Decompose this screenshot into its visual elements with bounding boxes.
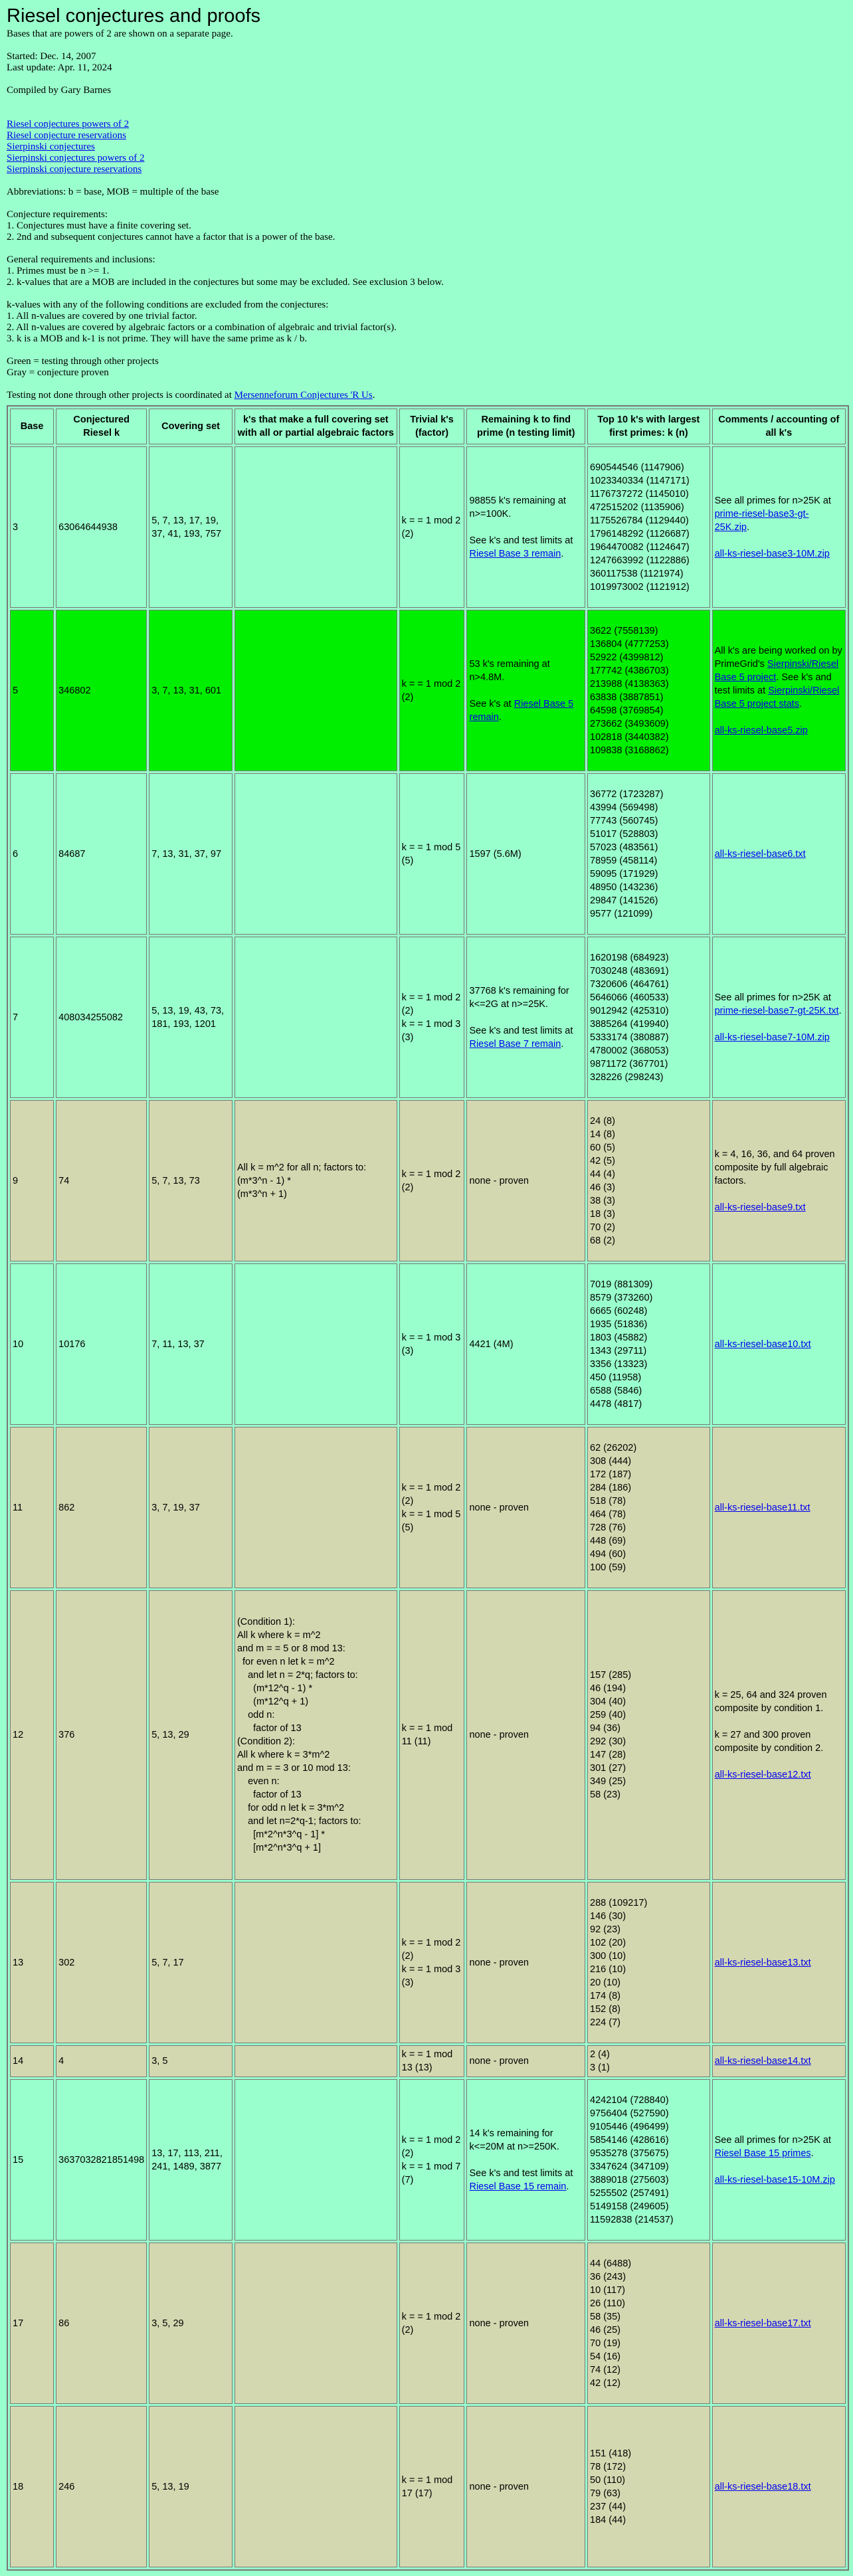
comment-end: . [799,698,802,709]
cell-comments [712,1263,846,1425]
cell-top10: 44 (6488) 36 (243) 10 (117) 26 (110) 58 (35) 46 (25) 70 (19) 54 (16) 74 (12) 42 (12) [587,2243,710,2404]
all-ks-file-link[interactable]: all-ks-riesel-base5.zip [714,725,808,736]
comment-link[interactable]: Riesel Base 15 primes [714,2148,811,2159]
remaining-text: none - proven [469,1175,529,1186]
comment-text: See all primes for n>25K at [714,495,831,506]
cell-base: 6 [10,773,54,935]
cell-top10: 2 (4) 3 (1) [587,2045,710,2077]
cell-trivial: k = = 1 mod 17 (17) [399,2406,465,2567]
coordination-note [7,390,846,401]
table-row [10,446,846,608]
link-sierpinski-reservations[interactable]: Sierpinski conjecture reservations [7,164,142,175]
cell-trivial: k = = 1 mod 2 (2) k = = 1 mod 5 (5) [399,1427,465,1588]
cell-conjectured-k: 302 [56,1882,147,2043]
cell-conjectured-k: 862 [56,1427,147,1588]
all-ks-file-link[interactable]: all-ks-riesel-base7-10M.zip [714,1032,830,1043]
comment-text: See all primes for n>25K at [714,992,831,1003]
cell-base: 9 [10,1100,54,1261]
cell-comments [712,937,846,1098]
cell-remaining [466,2079,585,2241]
coordination-text: Testing not done through other projects is coordinated at [7,390,235,401]
header-covering-set: Covering set [149,409,233,444]
cell-covering-set: 7, 13, 31, 37, 97 [149,773,233,935]
cell-covering-set: 5, 7, 13, 73 [149,1100,233,1261]
cell-comments [712,1100,846,1261]
cell-conjectured-k: 10176 [56,1263,147,1425]
all-ks-file-link[interactable]: all-ks-riesel-base18.txt [714,2481,811,2492]
cell-base: 5 [10,610,54,771]
header-remaining: Remaining k to find prime (n testing limit) [466,409,585,444]
link-riesel-powers-of-2[interactable]: Riesel conjectures powers of 2 [7,119,130,130]
subtitle: Bases that are powers of 2 are shown on a separate page. [7,29,233,39]
cell-base: 10 [10,1263,54,1425]
cell-covering-set: 5, 13, 19, 43, 73, 181, 193, 1201 [149,937,233,1098]
all-ks-file-link[interactable]: all-ks-riesel-base10.txt [714,1338,811,1350]
remaining-text: none - proven [469,2056,529,2067]
cell-trivial: k = = 1 mod 3 (3) [399,1263,465,1425]
table-row [10,1427,846,1588]
cell-algebraic [235,2045,397,2077]
cell-conjectured-k: 4 [56,2045,147,2077]
cell-top10: 1620198 (684923) 7030248 (483691) 7320606 (464761) 5646066 (460533) 9012942 (425310) 3885264 (419940) 5333174 (380887) 4780002 (368053) 9871172 (367701) 328226 (298243) [587,937,710,1098]
comment-end: . See k's and test limits at [714,672,832,696]
cell-comments [712,1882,846,2043]
link-sierpinski-powers-of-2[interactable]: Sierpinski conjectures powers of 2 [7,153,145,163]
cell-base: 3 [10,446,54,608]
cell-base: 11 [10,1427,54,1588]
cell-comments [712,2243,846,2404]
table-row [10,1882,846,2043]
comment-end: . [746,521,750,533]
general-requirement: 2. k-values that are a MOB are included in the conjectures but some may be excluded. See exclusion 3 below. [7,277,444,288]
table-row [10,937,846,1098]
cell-trivial: k = = 1 mod 2 (2) k = = 1 mod 3 (3) [399,937,465,1098]
header-conjectured-k: Conjectured Riesel k [56,409,147,444]
cell-covering-set: 3, 5 [149,2045,233,2077]
remaining-text: none - proven [469,1957,529,1968]
general-requirements-title: General requirements and inclusions: [7,254,155,265]
header-algebraic: k's that make a full covering set with all or partial algebraic factors [235,409,397,444]
cell-trivial: k = = 1 mod 2 (2) k = = 1 mod 3 (3) [399,1882,465,2043]
exclusion: 1. All n-values are covered by one trivial factor. [7,311,197,322]
all-ks-file-link[interactable]: all-ks-riesel-base3-10M.zip [714,548,830,559]
remaining-text: none - proven [469,1502,529,1513]
remaining-text: none - proven [469,2318,529,2329]
link-riesel-reservations[interactable]: Riesel conjecture reservations [7,130,126,141]
abbreviations: Abbreviations: b = base, MOB = multiple of the base [7,187,219,197]
cell-comments [712,446,846,608]
cell-base: 12 [10,1590,54,1880]
cell-conjectured-k: 74 [56,1100,147,1261]
header-trivial: Trivial k's (factor) [399,409,465,444]
cell-base: 15 [10,2079,54,2241]
compiled-by: Compiled by Gary Barnes [7,85,112,96]
cell-algebraic [235,2079,397,2241]
cell-comments [712,2045,846,2077]
cell-base: 14 [10,2045,54,2077]
all-ks-file-link[interactable]: all-ks-riesel-base15-10M.zip [714,2174,835,2185]
cell-base: 7 [10,937,54,1098]
last-update: Last update: Apr. 11, 2024 [7,62,112,73]
comment-end: . [810,2148,814,2159]
cell-remaining [466,2045,585,2077]
cell-covering-set: 5, 13, 19 [149,2406,233,2567]
comment-link[interactable]: Sierpinski/Riesel Base 5 project stats [714,685,840,709]
cell-algebraic [235,610,397,771]
exclusion: 3. k is a MOB and k-1 is not prime. They will have the same prime as k / b. [7,333,308,344]
cell-covering-set: 5, 7, 17 [149,1882,233,2043]
cell-conjectured-k: 3637032821851498 [56,2079,147,2241]
cell-remaining [466,1427,585,1588]
cell-algebraic: (Condition 1): All k where k = m^2 and m = = 5 or 8 mod 13: for even n let k = m^2 and let n = 2*q; factors to: (m*12^q - 1) * (m*12^q + 1) odd n: factor of 13 (Condition 2): All k where k = 3*m^2 and m = = 3 or 10 mod 13: even n: factor of 13 for odd n let k = 3*m^2 and let n=2*q-1; factors to: [m*2^n*3^q - 1] * [m*2^n*3^q + 1] [235,1590,397,1880]
cell-trivial: k = = 1 mod 2 (2) [399,446,465,608]
cell-remaining [466,446,585,608]
table-row [10,773,846,935]
green-legend: Green = testing through other projects [7,356,159,367]
all-ks-file-link[interactable]: all-ks-riesel-base6.txt [714,848,806,860]
cell-conjectured-k: 63064644938 [56,446,147,608]
coordination-end: . [372,390,375,401]
remaining-link[interactable]: Riesel Base 7 remain [469,1038,561,1050]
cell-comments [712,610,846,771]
cell-trivial: k = = 1 mod 2 (2) [399,2243,465,2404]
cell-conjectured-k: 346802 [56,610,147,771]
remaining-link[interactable]: Riesel Base 5 remain [469,698,574,723]
page-title: Riesel conjectures and proofs [7,5,261,27]
cell-trivial: k = = 1 mod 2 (2) [399,1100,465,1261]
cell-remaining [466,1882,585,2043]
table-body [10,446,846,2567]
comment-end: . [838,1005,842,1016]
started-date: Started: Dec. 14, 2007 [7,51,96,62]
cell-base: 17 [10,2243,54,2404]
cell-conjectured-k: 246 [56,2406,147,2567]
cell-algebraic [235,446,397,608]
cell-conjectured-k: 86 [56,2243,147,2404]
cell-covering-set: 5, 7, 13, 17, 19, 37, 41, 193, 757 [149,446,233,608]
exclusions-title: k-values with any of the following conditions are excluded from the conjectures: [7,300,329,310]
cell-trivial: k = = 1 mod 2 (2) k = = 1 mod 7 (7) [399,2079,465,2241]
remaining-text: 4421 (4M) [469,1338,514,1350]
remaining-text: 37768 k's remaining for k<=2G at n>=25K. See k's and test limits at [469,985,573,1036]
remaining-link[interactable]: Riesel Base 3 remain [469,548,561,559]
comment-text: k = 4, 16, 36, and 64 proven composite by full algebraic factors. [714,1149,835,1186]
cell-covering-set: 7, 11, 13, 37 [149,1263,233,1425]
cell-remaining [466,610,585,771]
all-ks-file-link[interactable]: all-ks-riesel-base12.txt [714,1770,811,1780]
gray-legend: Gray = conjecture proven [7,367,109,378]
cell-top10: 7019 (881309) 8579 (373260) 6665 (60248) 1935 (51836) 1803 (45882) 1343 (29711) 3356 (13323) 450 (11958) 6588 (5846) 4478 (4817) [587,1263,710,1425]
comment-text: All k's are being worked on by PrimeGrid's [714,645,842,670]
remaining-end: . [561,1038,564,1050]
cell-remaining [466,1100,585,1261]
remaining-text: 1597 (5.6M) [469,848,521,860]
cell-top10: 157 (285) 46 (194) 304 (40) 259 (40) 94 (36) 292 (30) 147 (28) 301 (27) 349 (25) 58 (23) [587,1590,710,1880]
cell-top10: 3622 (7558139) 136804 (4777253) 52922 (4399812) 177742 (4386703) 213988 (4138363) 63838 (3887851) 64598 (3769854) 273662 (3493609) 102818 (3440382) 109838 (3168862) [587,610,710,771]
cell-trivial: k = = 1 mod 5 (5) [399,773,465,935]
header-comments: Comments / accounting of all k's [712,409,846,444]
cell-trivial: k = = 1 mod 11 (11) [399,1590,465,1880]
conjectures-table [7,405,849,2571]
remaining-end: . [498,711,502,723]
remaining-end: . [566,2181,569,2192]
cell-remaining [466,1590,585,1880]
remaining-text: 53 k's remaining at n>4.8M. See k's at [469,658,550,709]
header-top10: Top 10 k's with largest first primes: k (n) [587,409,710,444]
cell-algebraic [235,1263,397,1425]
table-header-row [10,409,846,444]
all-ks-file-link[interactable]: all-ks-riesel-base11.txt [714,1502,810,1513]
cell-comments [712,2406,846,2567]
mersenneforum-link[interactable]: Mersenneforum Conjectures 'R Us [234,390,373,401]
cell-algebraic: All k = m^2 for all n; factors to: (m*3^n - 1) * (m*3^n + 1) [235,1100,397,1261]
all-ks-file-link[interactable]: all-ks-riesel-base14.txt [714,2056,811,2067]
table-row [10,2243,846,2404]
cell-conjectured-k: 376 [56,1590,147,1880]
cell-algebraic [235,1882,397,2043]
cell-algebraic [235,773,397,935]
table-row [10,2079,846,2241]
cell-remaining [466,2243,585,2404]
comment-link[interactable]: Sierpinski/Riesel Base 5 project [714,658,839,683]
all-ks-file-link[interactable]: all-ks-riesel-base13.txt [714,1957,811,1968]
general-requirement: 1. Primes must be n >= 1. [7,266,110,276]
cell-comments [712,2079,846,2241]
remaining-text: 14 k's remaining for k<=20M at n>=250K. See k's and test limits at [469,2128,573,2179]
cell-top10: 62 (26202) 308 (444) 172 (187) 284 (186) 518 (78) 464 (78) 728 (76) 448 (69) 494 (60) 100 (59) [587,1427,710,1588]
cell-covering-set: 3, 5, 29 [149,2243,233,2404]
cell-remaining [466,2406,585,2567]
cell-covering-set: 3, 7, 19, 37 [149,1427,233,1588]
comment-link[interactable]: prime-riesel-base3-gt-25K.zip [714,508,809,533]
cell-trivial: k = = 1 mod 13 (13) [399,2045,465,2077]
cell-remaining [466,773,585,935]
cell-base: 13 [10,1882,54,2043]
cell-algebraic [235,1427,397,1588]
cell-top10: 690544546 (1147906) 1023340334 (1147171) 1176737272 (1145010) 472515202 (1135906) 1175526784 (1129440) 1796148292 (1126687) 1964470082 (1124647) 1247663992 (1122886) 360117538 (1121974) 1019973002 (1121912) [587,446,710,608]
cell-top10: 36772 (1723287) 43994 (569498) 77743 (560745) 51017 (528803) 57023 (483561) 78959 (458114) 59095 (171929) 48950 (143236) 29847 (141526) 9577 (121099) [587,773,710,935]
remaining-text: none - proven [469,1730,529,1740]
cell-algebraic [235,2406,397,2567]
conjecture-requirements-title: Conjecture requirements: [7,209,108,220]
remaining-text: none - proven [469,2481,529,2492]
table-row [10,2045,846,2077]
cell-top10: 24 (8) 14 (8) 60 (5) 42 (5) 44 (4) 46 (3) 38 (3) 18 (3) 70 (2) 68 (2) [587,1100,710,1261]
cell-covering-set: 5, 13, 29 [149,1590,233,1880]
comment-text: k = 25, 64 and 324 proven composite by condition 1. k = 27 and 300 proven composite by condition 2. [714,1690,827,1754]
cell-base: 18 [10,2406,54,2567]
cell-covering-set: 3, 7, 13, 31, 601 [149,610,233,771]
cell-remaining [466,1263,585,1425]
conjecture-requirement: 1. Conjectures must have a finite covering set. [7,221,191,231]
table-row [10,1100,846,1261]
all-ks-file-link[interactable]: all-ks-riesel-base9.txt [714,1202,806,1213]
comment-link[interactable]: prime-riesel-base7-gt-25K.txt [714,1005,839,1016]
cell-comments [712,1590,846,1880]
cell-algebraic [235,937,397,1098]
table-row [10,1590,846,1880]
all-ks-file-link[interactable]: all-ks-riesel-base17.txt [714,2318,811,2329]
conjecture-requirement: 2. 2nd and subsequent conjectures cannot have a factor that is a power of the base. [7,232,335,242]
link-sierpinski-conjectures[interactable]: Sierpinski conjectures [7,141,95,152]
cell-conjectured-k: 84687 [56,773,147,935]
comment-text: See all primes for n>25K at [714,2134,831,2146]
cell-conjectured-k: 408034255082 [56,937,147,1098]
remaining-end: . [561,548,564,559]
cell-covering-set: 13, 17, 113, 211, 241, 1489, 3877 [149,2079,233,2241]
cell-trivial: k = = 1 mod 2 (2) [399,610,465,771]
table-row [10,1263,846,1425]
table-row [10,2406,846,2567]
remaining-text: 98855 k's remaining at n>=100K. See k's and test limits at [469,495,573,546]
exclusion: 2. All n-values are covered by algebraic factors or a combination of algebraic and trivial factor(s). [7,322,397,333]
cell-top10: 4242104 (728840) 9756404 (527590) 9105446 (496499) 5854146 (428616) 9535278 (375675) 3347624 (347109) 3889018 (275603) 5255502 (257491) 5149158 (249605) 11592838 (214537) [587,2079,710,2241]
cell-top10: 288 (109217) 146 (30) 92 (23) 102 (20) 300 (10) 216 (10) 20 (10) 174 (8) 152 (8) 224 (7) [587,1882,710,2043]
table-row [10,610,846,771]
cell-top10: 151 (418) 78 (172) 50 (110) 79 (63) 237 (44) 184 (44) [587,2406,710,2567]
cell-comments [712,773,846,935]
cell-comments [712,1427,846,1588]
remaining-link[interactable]: Riesel Base 15 remain [469,2181,567,2192]
cell-remaining [466,937,585,1098]
header-base: Base [10,409,54,444]
cell-algebraic [235,2243,397,2404]
